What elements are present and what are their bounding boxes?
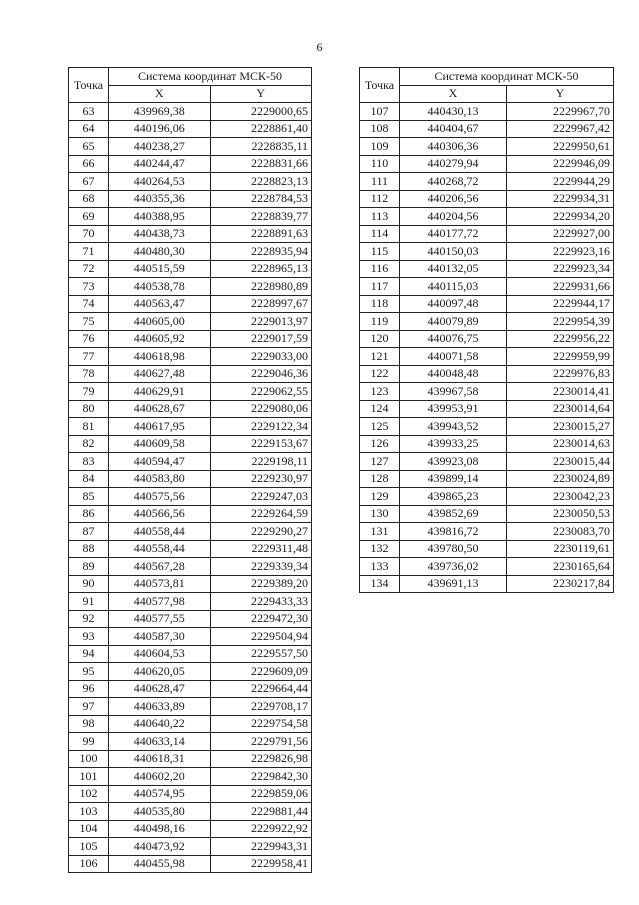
table-row <box>69 820 312 838</box>
table-row <box>360 313 614 331</box>
table-row <box>69 698 312 716</box>
point-number-cell: 72 <box>69 260 109 278</box>
x-coordinate-cell: 440279,94 <box>400 155 507 173</box>
table-row <box>360 523 614 541</box>
x-coordinate-cell: 440244,47 <box>109 155 211 173</box>
point-number-cell: 70 <box>69 225 109 243</box>
x-coordinate-cell: 440577,98 <box>109 593 211 611</box>
point-number-cell: 104 <box>69 820 109 838</box>
y-coordinate-cell: 2230119,61 <box>507 540 614 558</box>
y-coordinate-cell: 2229080,06 <box>210 400 312 418</box>
point-number-cell: 73 <box>69 278 109 296</box>
table-row <box>69 628 312 646</box>
y-coordinate-cell: 2229934,31 <box>507 190 614 208</box>
y-coordinate-cell: 2230014,41 <box>507 383 614 401</box>
point-number-cell: 130 <box>360 505 400 523</box>
table-row <box>69 663 312 681</box>
table-row <box>360 558 614 576</box>
y-coordinate-cell: 2230014,64 <box>507 400 614 418</box>
y-coordinate-cell: 2229943,31 <box>210 838 312 856</box>
point-number-cell: 93 <box>69 628 109 646</box>
table-row <box>360 243 614 261</box>
y-coordinate-cell: 2230015,44 <box>507 453 614 471</box>
y-coordinate-cell: 2229708,17 <box>210 698 312 716</box>
table-row <box>69 785 312 803</box>
table-row <box>69 645 312 663</box>
y-coordinate-cell: 2229944,17 <box>507 295 614 313</box>
point-number-cell: 99 <box>69 733 109 751</box>
y-coordinate-cell: 2230165,64 <box>507 558 614 576</box>
point-number-cell: 66 <box>69 155 109 173</box>
y-coordinate-cell: 2230217,84 <box>507 575 614 593</box>
point-number-cell: 131 <box>360 523 400 541</box>
table-row <box>69 103 312 121</box>
table-row <box>360 138 614 156</box>
point-number-cell: 122 <box>360 365 400 383</box>
y-coordinate-cell: 2229954,39 <box>507 313 614 331</box>
y-coordinate-cell: 2229946,09 <box>507 155 614 173</box>
x-coordinate-cell: 440404,67 <box>400 120 507 138</box>
y-coordinate-cell: 2229433,33 <box>210 593 312 611</box>
table-row <box>69 523 312 541</box>
point-number-cell: 100 <box>69 750 109 768</box>
y-coordinate-cell: 2230014,63 <box>507 435 614 453</box>
point-number-cell: 69 <box>69 208 109 226</box>
point-number-cell: 90 <box>69 575 109 593</box>
point-number-cell: 132 <box>360 540 400 558</box>
point-number-cell: 88 <box>69 540 109 558</box>
x-coordinate-cell: 440204,56 <box>400 208 507 226</box>
x-coordinate-cell: 440473,92 <box>109 838 211 856</box>
point-number-cell: 84 <box>69 470 109 488</box>
table-row <box>360 400 614 418</box>
table-row <box>360 488 614 506</box>
point-number-cell: 87 <box>69 523 109 541</box>
x-coordinate-cell: 440196,06 <box>109 120 211 138</box>
x-coordinate-cell: 439865,23 <box>400 488 507 506</box>
y-coordinate-cell: 2229922,92 <box>210 820 312 838</box>
y-coordinate-cell: 2229754,58 <box>210 715 312 733</box>
table-row <box>69 453 312 471</box>
point-number-cell: 123 <box>360 383 400 401</box>
y-coordinate-cell: 2229956,22 <box>507 330 614 348</box>
point-number-cell: 82 <box>69 435 109 453</box>
point-number-cell: 65 <box>69 138 109 156</box>
y-coordinate-cell: 2229290,27 <box>210 523 312 541</box>
x-coordinate-cell: 440515,59 <box>109 260 211 278</box>
y-coordinate-cell: 2228997,67 <box>210 295 312 313</box>
y-coordinate-cell: 2229944,29 <box>507 173 614 191</box>
table-row <box>360 208 614 226</box>
table-row <box>360 120 614 138</box>
table-row <box>69 120 312 138</box>
y-coordinate-cell: 2229927,00 <box>507 225 614 243</box>
table-row <box>69 540 312 558</box>
x-column-header: X <box>109 85 211 103</box>
y-coordinate-cell: 2230024,89 <box>507 470 614 488</box>
y-coordinate-cell: 2228861,40 <box>210 120 312 138</box>
x-coordinate-cell: 440388,95 <box>109 208 211 226</box>
point-number-cell: 127 <box>360 453 400 471</box>
table-row <box>69 435 312 453</box>
table-row <box>69 418 312 436</box>
x-coordinate-cell: 439943,52 <box>400 418 507 436</box>
y-column-header: Y <box>507 85 614 103</box>
y-coordinate-cell: 2228891,63 <box>210 225 312 243</box>
table-row <box>360 295 614 313</box>
x-coordinate-cell: 440264,53 <box>109 173 211 191</box>
y-coordinate-cell: 2228831,66 <box>210 155 312 173</box>
point-number-cell: 124 <box>360 400 400 418</box>
point-number-cell: 118 <box>360 295 400 313</box>
table-row <box>69 768 312 786</box>
y-coordinate-cell: 2230015,27 <box>507 418 614 436</box>
table-row <box>360 190 614 208</box>
point-number-cell: 105 <box>69 838 109 856</box>
x-coordinate-cell: 439967,58 <box>400 383 507 401</box>
point-number-cell: 108 <box>360 120 400 138</box>
y-coordinate-cell: 2229934,20 <box>507 208 614 226</box>
y-coordinate-cell: 2229664,44 <box>210 680 312 698</box>
table-row <box>69 383 312 401</box>
x-coordinate-cell: 440617,95 <box>109 418 211 436</box>
table-row <box>69 470 312 488</box>
table-row <box>360 540 614 558</box>
x-coordinate-cell: 440558,44 <box>109 523 211 541</box>
table-row <box>360 470 614 488</box>
point-number-cell: 67 <box>69 173 109 191</box>
x-coordinate-cell: 440430,13 <box>400 103 507 121</box>
x-coordinate-cell: 440628,67 <box>109 400 211 418</box>
x-coordinate-cell: 440268,72 <box>400 173 507 191</box>
x-coordinate-cell: 440177,72 <box>400 225 507 243</box>
point-number-cell: 97 <box>69 698 109 716</box>
table-row <box>69 680 312 698</box>
point-number-cell: 111 <box>360 173 400 191</box>
point-number-cell: 94 <box>69 645 109 663</box>
table-row <box>360 155 614 173</box>
y-coordinate-cell: 2228835,11 <box>210 138 312 156</box>
table-row <box>360 225 614 243</box>
x-coordinate-cell: 440097,48 <box>400 295 507 313</box>
point-number-cell: 96 <box>69 680 109 698</box>
x-coordinate-cell: 440567,28 <box>109 558 211 576</box>
y-coordinate-cell: 2230050,53 <box>507 505 614 523</box>
point-number-cell: 85 <box>69 488 109 506</box>
x-coordinate-cell: 440633,89 <box>109 698 211 716</box>
point-number-cell: 95 <box>69 663 109 681</box>
point-number-cell: 121 <box>360 348 400 366</box>
x-coordinate-cell: 440438,73 <box>109 225 211 243</box>
y-coordinate-cell: 2229504,94 <box>210 628 312 646</box>
point-number-cell: 133 <box>360 558 400 576</box>
x-coordinate-cell: 440583,80 <box>109 470 211 488</box>
y-coordinate-cell: 2229033,00 <box>210 348 312 366</box>
point-number-cell: 78 <box>69 365 109 383</box>
point-number-cell: 129 <box>360 488 400 506</box>
x-coordinate-cell: 440132,05 <box>400 260 507 278</box>
x-coordinate-cell: 440538,78 <box>109 278 211 296</box>
table-row <box>69 138 312 156</box>
y-coordinate-cell: 2228980,89 <box>210 278 312 296</box>
point-number-cell: 126 <box>360 435 400 453</box>
point-number-cell: 63 <box>69 103 109 121</box>
table-row <box>360 453 614 471</box>
coordinate-system-header: Система координат МСК-50 <box>109 68 312 86</box>
y-coordinate-cell: 2229198,11 <box>210 453 312 471</box>
table-row <box>69 593 312 611</box>
y-coordinate-cell: 2229017,59 <box>210 330 312 348</box>
x-coordinate-cell: 440594,47 <box>109 453 211 471</box>
x-coordinate-cell: 440629,91 <box>109 383 211 401</box>
y-coordinate-cell: 2229472,30 <box>210 610 312 628</box>
x-coordinate-cell: 440206,56 <box>400 190 507 208</box>
point-number-cell: 71 <box>69 243 109 261</box>
x-coordinate-cell: 440566,56 <box>109 505 211 523</box>
y-coordinate-cell: 2229311,48 <box>210 540 312 558</box>
x-coordinate-cell: 440604,53 <box>109 645 211 663</box>
table-row <box>360 103 614 121</box>
point-number-cell: 81 <box>69 418 109 436</box>
table-row <box>360 260 614 278</box>
y-coordinate-cell: 2229881,44 <box>210 803 312 821</box>
table-row <box>360 435 614 453</box>
x-coordinate-cell: 440587,30 <box>109 628 211 646</box>
y-coordinate-cell: 2229153,67 <box>210 435 312 453</box>
point-number-cell: 110 <box>360 155 400 173</box>
x-coordinate-cell: 439899,14 <box>400 470 507 488</box>
x-coordinate-cell: 440577,55 <box>109 610 211 628</box>
table-row <box>69 505 312 523</box>
table-row <box>69 715 312 733</box>
table-row <box>69 750 312 768</box>
y-coordinate-cell: 2228784,53 <box>210 190 312 208</box>
point-number-cell: 92 <box>69 610 109 628</box>
table-row <box>69 190 312 208</box>
point-number-cell: 116 <box>360 260 400 278</box>
point-number-cell: 86 <box>69 505 109 523</box>
y-coordinate-cell: 2229923,16 <box>507 243 614 261</box>
point-column-header: Точка <box>69 68 109 103</box>
y-coordinate-cell: 2229247,03 <box>210 488 312 506</box>
x-coordinate-cell: 439780,50 <box>400 540 507 558</box>
x-coordinate-cell: 440498,16 <box>109 820 211 838</box>
point-number-cell: 109 <box>360 138 400 156</box>
x-column-header: X <box>400 85 507 103</box>
page-number: 6 <box>316 40 323 54</box>
x-coordinate-cell: 440618,98 <box>109 348 211 366</box>
x-coordinate-cell: 440115,03 <box>400 278 507 296</box>
y-coordinate-cell: 2229859,06 <box>210 785 312 803</box>
y-coordinate-cell: 2228935,94 <box>210 243 312 261</box>
point-number-cell: 128 <box>360 470 400 488</box>
table-row <box>69 610 312 628</box>
y-coordinate-cell: 2228965,13 <box>210 260 312 278</box>
y-coordinate-cell: 2230042,23 <box>507 488 614 506</box>
y-coordinate-cell: 2229013,97 <box>210 313 312 331</box>
table-row <box>69 260 312 278</box>
x-coordinate-cell: 440355,36 <box>109 190 211 208</box>
table-row <box>69 243 312 261</box>
y-coordinate-cell: 2229000,65 <box>210 103 312 121</box>
table-row <box>69 208 312 226</box>
point-number-cell: 125 <box>360 418 400 436</box>
x-coordinate-cell: 440076,75 <box>400 330 507 348</box>
y-coordinate-cell: 2229826,98 <box>210 750 312 768</box>
x-coordinate-cell: 440535,80 <box>109 803 211 821</box>
y-coordinate-cell: 2229062,55 <box>210 383 312 401</box>
point-number-cell: 74 <box>69 295 109 313</box>
point-number-cell: 113 <box>360 208 400 226</box>
x-coordinate-cell: 440079,89 <box>400 313 507 331</box>
y-coordinate-cell: 2229967,70 <box>507 103 614 121</box>
y-coordinate-cell: 2229046,36 <box>210 365 312 383</box>
x-coordinate-cell: 440238,27 <box>109 138 211 156</box>
y-coordinate-cell: 2229842,30 <box>210 768 312 786</box>
y-coordinate-cell: 2229950,61 <box>507 138 614 156</box>
point-number-cell: 83 <box>69 453 109 471</box>
x-coordinate-cell: 440605,00 <box>109 313 211 331</box>
point-number-cell: 77 <box>69 348 109 366</box>
table-row <box>360 348 614 366</box>
x-coordinate-cell: 440071,58 <box>400 348 507 366</box>
x-coordinate-cell: 440575,56 <box>109 488 211 506</box>
x-coordinate-cell: 440563,47 <box>109 295 211 313</box>
point-number-cell: 120 <box>360 330 400 348</box>
table-row <box>69 803 312 821</box>
point-number-cell: 117 <box>360 278 400 296</box>
y-coordinate-cell: 2229339,34 <box>210 558 312 576</box>
x-coordinate-cell: 439953,91 <box>400 400 507 418</box>
table-row <box>360 330 614 348</box>
x-coordinate-cell: 440605,92 <box>109 330 211 348</box>
table-row <box>69 173 312 191</box>
table-row <box>69 400 312 418</box>
x-coordinate-cell: 440455,98 <box>109 855 211 873</box>
table-row <box>69 575 312 593</box>
coordinates-table-left <box>68 67 312 873</box>
point-number-cell: 79 <box>69 383 109 401</box>
table-row <box>360 575 614 593</box>
x-coordinate-cell: 439816,72 <box>400 523 507 541</box>
point-number-cell: 68 <box>69 190 109 208</box>
y-coordinate-cell: 2228839,77 <box>210 208 312 226</box>
point-number-cell: 112 <box>360 190 400 208</box>
table-row <box>69 155 312 173</box>
y-coordinate-cell: 2229230,97 <box>210 470 312 488</box>
x-coordinate-cell: 440573,81 <box>109 575 211 593</box>
coordinate-system-header: Система координат МСК-50 <box>400 68 614 86</box>
x-coordinate-cell: 440618,31 <box>109 750 211 768</box>
table-row <box>69 838 312 856</box>
point-number-cell: 75 <box>69 313 109 331</box>
x-coordinate-cell: 440150,03 <box>400 243 507 261</box>
y-coordinate-cell: 2229931,66 <box>507 278 614 296</box>
x-coordinate-cell: 440048,48 <box>400 365 507 383</box>
x-coordinate-cell: 440602,20 <box>109 768 211 786</box>
point-number-cell: 119 <box>360 313 400 331</box>
table-row <box>69 558 312 576</box>
table-row <box>360 418 614 436</box>
x-coordinate-cell: 439691,13 <box>400 575 507 593</box>
point-number-cell: 134 <box>360 575 400 593</box>
y-coordinate-cell: 2229791,56 <box>210 733 312 751</box>
coordinates-table-right <box>359 67 614 593</box>
y-coordinate-cell: 2229958,41 <box>210 855 312 873</box>
point-number-cell: 76 <box>69 330 109 348</box>
x-coordinate-cell: 439969,38 <box>109 103 211 121</box>
x-coordinate-cell: 439736,02 <box>400 558 507 576</box>
y-coordinate-cell: 2229609,09 <box>210 663 312 681</box>
point-number-cell: 91 <box>69 593 109 611</box>
y-coordinate-cell: 2229122,34 <box>210 418 312 436</box>
x-coordinate-cell: 440558,44 <box>109 540 211 558</box>
table-row <box>69 313 312 331</box>
point-number-cell: 103 <box>69 803 109 821</box>
x-coordinate-cell: 440628,47 <box>109 680 211 698</box>
table-row <box>69 733 312 751</box>
x-coordinate-cell: 440574,95 <box>109 785 211 803</box>
table-row <box>69 365 312 383</box>
table-row <box>69 295 312 313</box>
y-coordinate-cell: 2229557,50 <box>210 645 312 663</box>
table-row <box>69 278 312 296</box>
y-coordinate-cell: 2229959,99 <box>507 348 614 366</box>
table-row <box>360 383 614 401</box>
y-coordinate-cell: 2229967,42 <box>507 120 614 138</box>
point-number-cell: 114 <box>360 225 400 243</box>
x-coordinate-cell: 440620,05 <box>109 663 211 681</box>
table-row <box>69 855 312 873</box>
table-row <box>69 330 312 348</box>
table-row <box>69 348 312 366</box>
x-coordinate-cell: 439933,25 <box>400 435 507 453</box>
x-coordinate-cell: 439923,08 <box>400 453 507 471</box>
table-row <box>69 225 312 243</box>
table-row <box>360 505 614 523</box>
x-coordinate-cell: 439852,69 <box>400 505 507 523</box>
x-coordinate-cell: 440480,30 <box>109 243 211 261</box>
point-number-cell: 107 <box>360 103 400 121</box>
point-number-cell: 89 <box>69 558 109 576</box>
point-column-header: Точка <box>360 68 400 103</box>
x-coordinate-cell: 440609,58 <box>109 435 211 453</box>
point-number-cell: 98 <box>69 715 109 733</box>
point-number-cell: 101 <box>69 768 109 786</box>
table-row <box>360 365 614 383</box>
y-coordinate-cell: 2229923,34 <box>507 260 614 278</box>
point-number-cell: 64 <box>69 120 109 138</box>
x-coordinate-cell: 440640,22 <box>109 715 211 733</box>
table-row <box>360 173 614 191</box>
point-number-cell: 80 <box>69 400 109 418</box>
y-coordinate-cell: 2229389,20 <box>210 575 312 593</box>
table-row <box>69 488 312 506</box>
x-coordinate-cell: 440627,48 <box>109 365 211 383</box>
point-number-cell: 115 <box>360 243 400 261</box>
point-number-cell: 102 <box>69 785 109 803</box>
y-coordinate-cell: 2228823,13 <box>210 173 312 191</box>
table-row <box>360 278 614 296</box>
y-coordinate-cell: 2229976,83 <box>507 365 614 383</box>
y-coordinate-cell: 2230083,70 <box>507 523 614 541</box>
y-column-header: Y <box>210 85 312 103</box>
x-coordinate-cell: 440306,36 <box>400 138 507 156</box>
x-coordinate-cell: 440633,14 <box>109 733 211 751</box>
y-coordinate-cell: 2229264,59 <box>210 505 312 523</box>
point-number-cell: 106 <box>69 855 109 873</box>
